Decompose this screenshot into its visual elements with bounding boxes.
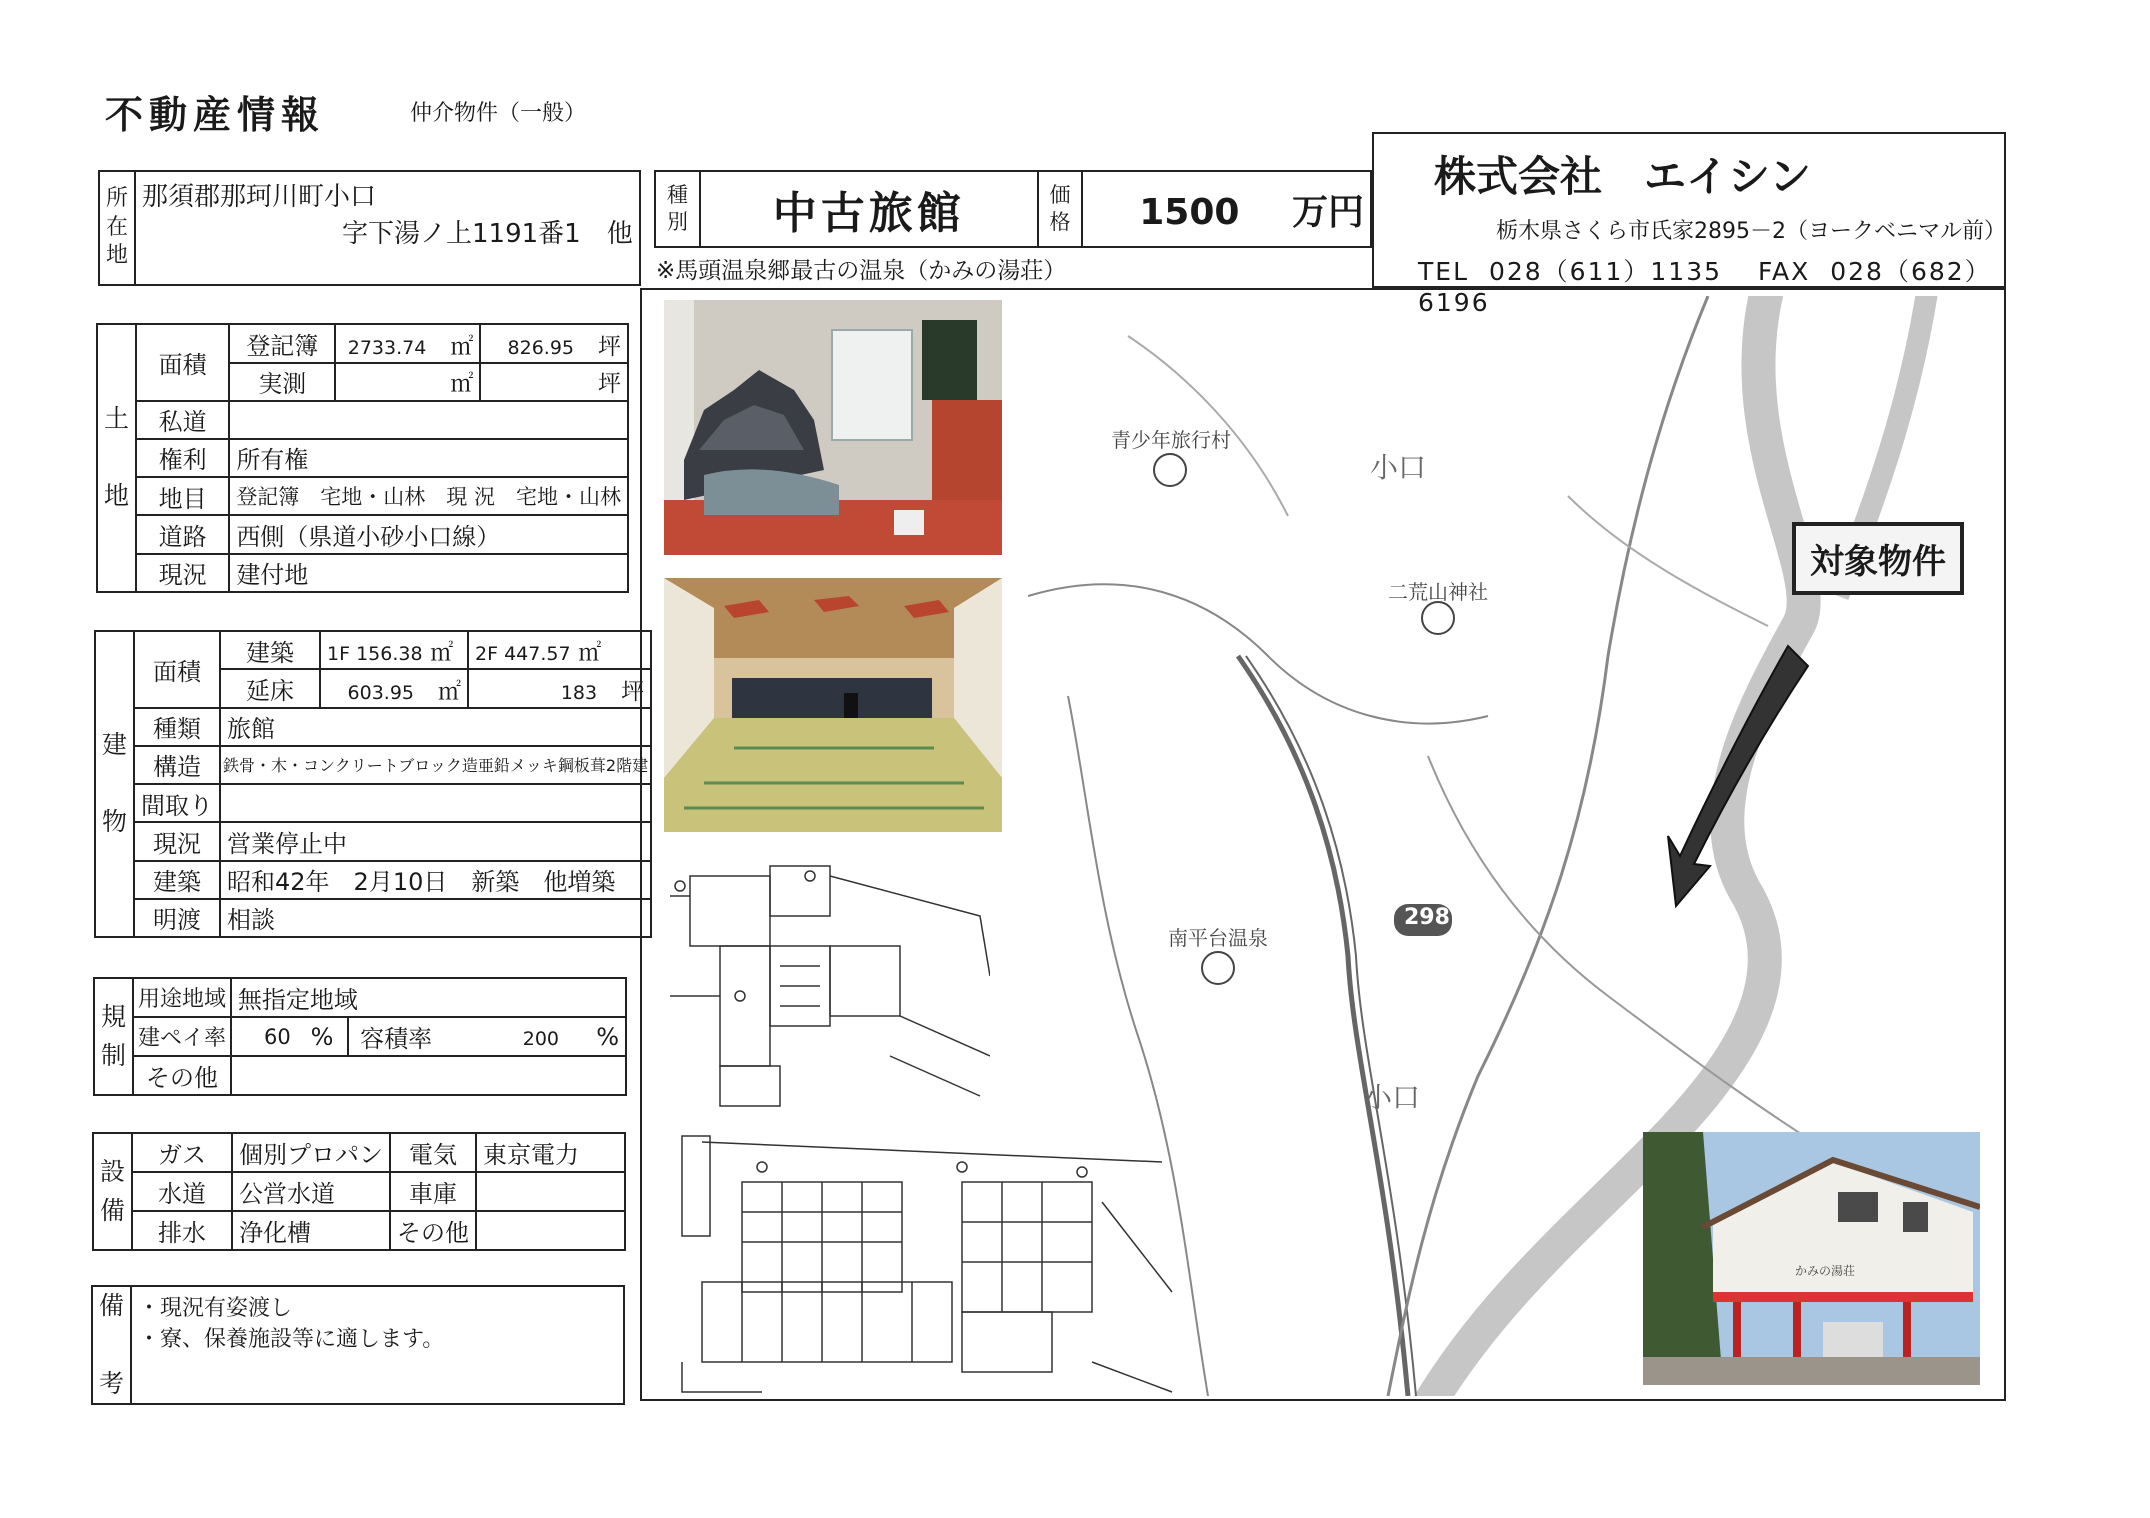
- rights-label: 権利: [136, 439, 229, 477]
- land-measured-label: 実測: [229, 363, 335, 400]
- map-label-koguchi-south: 小口: [1364, 1081, 1421, 1114]
- zone-label: 用途地域: [133, 978, 231, 1017]
- inn-sign: かみの湯荘: [1795, 1264, 1856, 1278]
- listing-note: ※馬頭温泉郷最古の温泉（かみの湯荘）: [656, 258, 1067, 284]
- location-table: [98, 170, 641, 286]
- kind-value: 旅館: [220, 708, 651, 746]
- total-floor-tsubo: 183: [560, 681, 598, 704]
- type-value: 中古旅館: [700, 171, 1038, 247]
- price-label: 価 格: [1038, 171, 1083, 247]
- building-status-label: 現況: [134, 822, 220, 860]
- map-road-298: [1238, 656, 1408, 1396]
- map-label-onsen: 南平台温泉: [1168, 926, 1268, 950]
- garage-label: 車庫: [390, 1172, 476, 1211]
- handover-value: 相談: [220, 899, 651, 937]
- land-registry-label: 登記簿: [229, 324, 335, 363]
- building-table: 建 物 面積 建築 1F 156.38 ㎡ 2F 447.57 ㎡ 延床 603.95 ㎡ 183 坪 種類 旅館 構造 鉄骨・木・コンクリートブロック造亜鉛メッキ鋼板葺2階建 間取り 現況 営業停止中 建築 昭和42年 2月10日 新築 他増築 明渡 相談: [94, 630, 652, 938]
- price-unit: 万円: [1291, 191, 1364, 233]
- electric-label: 電気: [390, 1133, 476, 1172]
- page-subtitle: 仲介物件（一般）: [410, 101, 587, 126]
- water-label: 水道: [132, 1172, 232, 1211]
- page-title: 不動産情報: [105, 93, 326, 137]
- road-label: 道路: [136, 515, 229, 553]
- location-line2: 字下湯ノ上1191番1 他: [342, 219, 633, 249]
- map-label-shrine: 二荒山神社: [1388, 580, 1488, 604]
- far-value: 200: [522, 1027, 559, 1050]
- shrine-icon: [1422, 602, 1454, 634]
- land-category-label: 地目: [136, 477, 229, 515]
- land-registry-m2: 2733.74: [347, 337, 427, 360]
- bath-photo: [664, 300, 1002, 555]
- company-box: [1372, 132, 2006, 317]
- tel-label: TEL: [1418, 257, 1469, 286]
- electric-value: 東京電力: [476, 1133, 625, 1172]
- land-table: 土 地 面積 登記簿 2733.74 ㎡ 826.95 坪 実測 ㎡ 坪 私道 権利 所有権 地目 登記簿 宅地・山林 現 況 宅地・山林 道路 西側（県道小砂小口線） 現況 建付地: [96, 323, 629, 593]
- remarks-table: [91, 1285, 625, 1405]
- gas-value: 個別プロパン: [232, 1133, 390, 1172]
- drain-value: 浄化槽: [232, 1211, 390, 1250]
- location-label: 所 在 地: [99, 171, 135, 285]
- fax-number: 028（682）6196: [1418, 257, 1992, 317]
- building-status-value: 営業停止中: [220, 822, 651, 860]
- tel-number: 028（611）1135: [1488, 257, 1723, 286]
- structure-value: 鉄骨・木・コンクリートブロック造亜鉛メッキ鋼板葺2階建: [220, 746, 651, 784]
- facilities-other-label: その他: [390, 1211, 476, 1250]
- building-section-label: 建 物: [95, 631, 134, 937]
- land-area-label: 面積: [136, 324, 229, 401]
- youth-camp-icon: [1154, 454, 1186, 486]
- total-floor-label: 延床: [220, 669, 320, 707]
- build-floor-label: 建築: [220, 631, 320, 669]
- fax-label: FAX: [1757, 257, 1811, 286]
- hall-photo: [664, 578, 1002, 832]
- map-label-koguchi-north: 小口: [1370, 451, 1427, 484]
- target-property-stamp: 対象物件: [1792, 522, 1964, 595]
- gas-label: ガス: [132, 1133, 232, 1172]
- land-section-label: 土 地: [97, 324, 136, 592]
- regulation-section-label: 規 制: [94, 978, 133, 1095]
- structure-label: 構造: [134, 746, 220, 784]
- total-floor-m2: 603.95: [347, 681, 415, 704]
- price-value: 1500: [1139, 191, 1240, 233]
- land-status-value: 建付地: [229, 554, 628, 592]
- water-value: 公営水道: [232, 1172, 390, 1211]
- bcr-value: 60: [231, 1017, 297, 1056]
- built-label: 建築: [134, 861, 220, 899]
- built-value: 昭和42年 2月10日 新築 他増築: [220, 861, 651, 899]
- layout-label: 間取り: [134, 784, 220, 822]
- company-address: 栃木県さくら市氏家2895－2（ヨークベニマル前）: [1496, 219, 2006, 244]
- listing-table: [654, 170, 1372, 248]
- floor1-area: 1F 156.38: [327, 642, 423, 665]
- rights-value: 所有権: [229, 439, 628, 477]
- remarks-section-label: 備 考: [92, 1286, 131, 1404]
- private-road-label: 私道: [136, 401, 229, 439]
- land-registry-tsubo: 826.95: [507, 337, 574, 360]
- far-label: 容積率: [348, 1017, 443, 1056]
- onsen-hotel-icon: [1202, 952, 1234, 984]
- map-label-youth-camp: 青少年旅行村: [1111, 428, 1231, 452]
- map-route-number: 298: [1404, 905, 1450, 930]
- building-exterior-photo: [1643, 1132, 1980, 1385]
- land-status-label: 現況: [136, 554, 229, 592]
- handover-label: 明渡: [134, 899, 220, 937]
- floor2-area: 2F 447.57: [475, 642, 571, 665]
- location-line1: 那須郡那珂川町小口: [142, 182, 377, 212]
- drain-label: 排水: [132, 1211, 232, 1250]
- kind-label: 種類: [134, 708, 220, 746]
- floor-plan-1f: [660, 856, 990, 1116]
- zone-value: 無指定地域: [231, 978, 626, 1017]
- land-category-value: 登記簿 宅地・山林 現 況 宅地・山林: [229, 477, 628, 515]
- regulation-table: 規 制 用途地域 無指定地域 建ペイ率 60 % 容積率 200 % その他: [93, 977, 627, 1096]
- remark-line-1: ・現況有姿渡し: [138, 1296, 293, 1321]
- road-value: 西側（県道小砂小口線）: [229, 515, 628, 553]
- facilities-section-label: 設 備: [93, 1133, 132, 1250]
- building-area-label: 面積: [134, 631, 220, 708]
- company-name: 株式会社 エイシン: [1434, 152, 1811, 201]
- remark-line-2: ・寮、保養施設等に適します。: [138, 1327, 445, 1352]
- bcr-label: 建ペイ率: [133, 1017, 231, 1056]
- type-label: 種 別: [655, 171, 700, 247]
- regulation-other-label: その他: [133, 1056, 231, 1095]
- facilities-table: [92, 1132, 626, 1251]
